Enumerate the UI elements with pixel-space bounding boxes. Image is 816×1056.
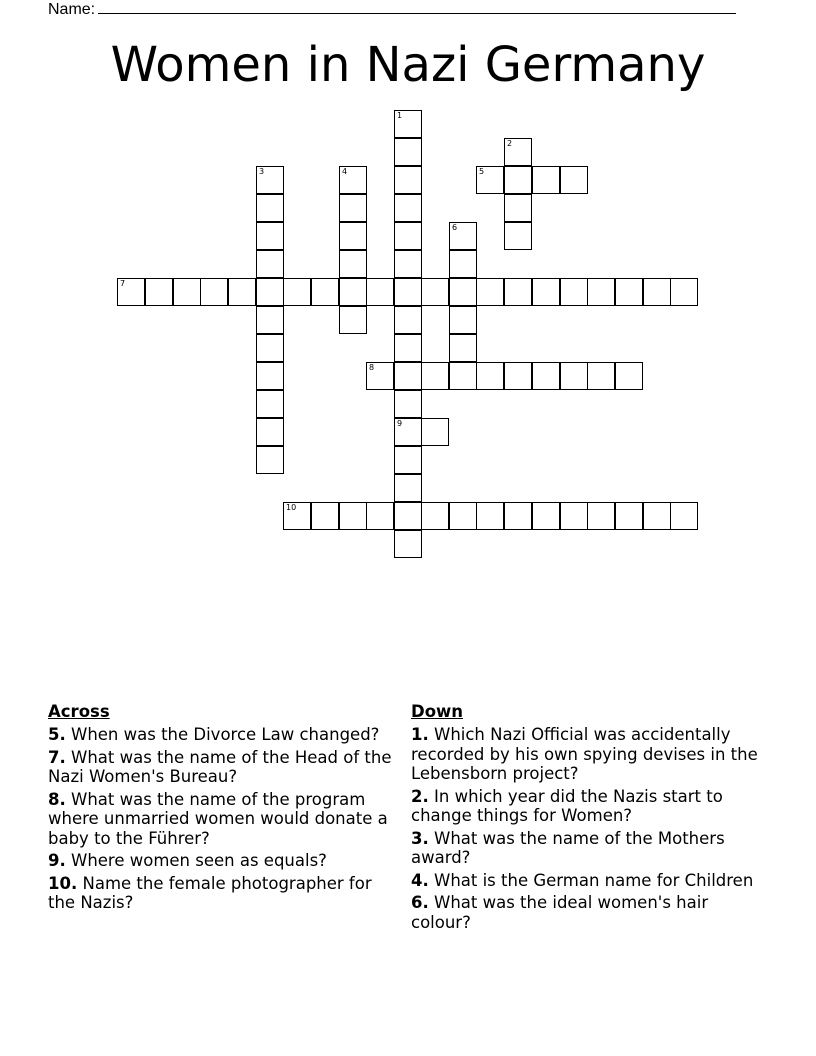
grid-cell[interactable] [421,362,449,390]
grid-cell[interactable] [256,166,284,194]
grid-cell[interactable] [117,278,145,306]
grid-cell[interactable] [476,502,504,530]
grid-cell[interactable] [394,474,422,502]
cell-number: 6 [452,223,458,232]
clue-across-7: 7. What was the name of the Head of the Nazi Women's Bureau? [48,747,392,786]
grid-cell[interactable] [366,502,394,530]
cell-number: 1 [397,111,403,120]
grid-cell[interactable] [394,250,422,278]
cell-number: 4 [342,167,348,176]
grid-cell[interactable] [587,502,615,530]
grid-cell[interactable] [339,502,367,530]
grid-cell[interactable] [256,306,284,334]
grid-cell[interactable] [145,278,173,306]
grid-cell[interactable] [532,362,560,390]
grid-cell[interactable] [504,222,532,250]
grid-cell[interactable] [421,502,449,530]
grid-cell[interactable] [504,278,532,306]
grid-cell[interactable] [449,250,477,278]
grid-cell[interactable] [283,278,311,306]
grid-cell[interactable] [200,278,228,306]
grid-cell[interactable] [366,278,394,306]
grid-cell[interactable] [587,278,615,306]
clue-down-3: 3. What was the name of the Mothers award? [411,828,725,867]
grid-cell[interactable] [256,194,284,222]
grid-cell[interactable] [339,250,367,278]
grid-cell[interactable] [476,278,504,306]
grid-cell[interactable] [394,166,422,194]
grid-cell[interactable] [311,502,339,530]
grid-cell[interactable] [394,390,422,418]
grid-cell[interactable] [504,362,532,390]
grid-cell[interactable] [587,362,615,390]
grid-cell[interactable] [532,502,560,530]
grid-cell[interactable] [476,166,504,194]
grid-cell[interactable] [449,502,477,530]
grid-cell[interactable] [394,194,422,222]
grid-cell[interactable] [173,278,201,306]
grid-cell[interactable] [394,530,422,558]
grid-cell[interactable] [449,334,477,362]
grid-cell[interactable] [283,502,311,530]
grid-cell[interactable] [394,334,422,362]
grid-cell[interactable] [394,222,422,250]
clue-across-8: 8. What was the name of the program where unmarried women would donate a baby to the Führer? [48,789,388,848]
grid-cell[interactable] [615,362,643,390]
grid-cell[interactable] [394,110,422,138]
grid-cell[interactable] [256,334,284,362]
grid-cell[interactable] [394,418,422,446]
grid-cell[interactable] [560,278,588,306]
clue-down-4: 4. What is the German name for Children [411,870,754,890]
grid-cell[interactable] [643,502,671,530]
grid-cell[interactable] [228,278,256,306]
grid-cell[interactable] [256,418,284,446]
grid-cell[interactable] [256,222,284,250]
clue-down-2: 2. In which year did the Nazis start to change things for Women? [411,786,723,825]
puzzle-title: Women in Nazi Germany [110,37,706,93]
grid-cell[interactable] [339,194,367,222]
grid-cell[interactable] [339,278,367,306]
grid-cell[interactable] [504,138,532,166]
clue-across-9: 9. Where women seen as equals? [48,851,327,870]
cell-number: 7 [120,279,126,288]
clue-down-1: 1. Which Nazi Official was accidentally recorded by his own spying devises in the Lebensborn project? [411,725,758,783]
grid-cell[interactable] [560,502,588,530]
grid-cell[interactable] [504,166,532,194]
grid-cell[interactable] [394,362,422,390]
clue-across-5: 5. When was the Divorce Law changed? [48,725,380,744]
grid-cell[interactable] [615,502,643,530]
grid-cell[interactable] [339,166,367,194]
cell-number: 2 [507,139,513,148]
grid-cell[interactable] [256,278,284,306]
grid-cell[interactable] [366,362,394,390]
grid-cell[interactable] [532,278,560,306]
grid-cell[interactable] [670,502,698,530]
cell-number: 9 [397,419,403,428]
cell-number: 8 [369,363,375,372]
grid-cell[interactable] [256,446,284,474]
grid-cell[interactable] [394,306,422,334]
cell-number: 5 [479,167,485,176]
grid-cell[interactable] [339,306,367,334]
down-clues [411,702,771,935]
grid-cell[interactable] [643,278,671,306]
grid-cell[interactable] [449,362,477,390]
grid-cell[interactable] [256,250,284,278]
grid-cell[interactable] [394,502,422,530]
cell-number: 3 [259,167,265,176]
grid-cell[interactable] [256,390,284,418]
grid-cell[interactable] [449,306,477,334]
grid-cell[interactable] [339,222,367,250]
grid-cell[interactable] [311,278,339,306]
grid-cell[interactable] [615,278,643,306]
grid-cell[interactable] [421,418,449,446]
grid-cell[interactable] [560,362,588,390]
across-clues [48,702,393,916]
clue-across-10: 10. Name the female photographer for the Nazis? [48,873,372,912]
grid-cell[interactable] [449,278,477,306]
down-heading: Down [411,702,464,721]
clue-down-6: 6. What was the ideal women's hair colour? [411,893,709,932]
cell-number: 10 [286,503,297,512]
grid-cell[interactable] [504,194,532,222]
grid-cell[interactable] [449,222,477,250]
grid-cell[interactable] [670,278,698,306]
grid-cell[interactable] [394,138,422,166]
grid-cell[interactable] [560,166,588,194]
grid-cell[interactable] [504,502,532,530]
grid-cell[interactable] [532,166,560,194]
name-label: Name: [48,1,96,18]
grid-cell[interactable] [256,362,284,390]
grid-cell[interactable] [421,278,449,306]
grid-cell[interactable] [394,278,422,306]
grid-cell[interactable] [394,446,422,474]
across-heading: Across [48,702,110,721]
grid-cell[interactable] [476,362,504,390]
